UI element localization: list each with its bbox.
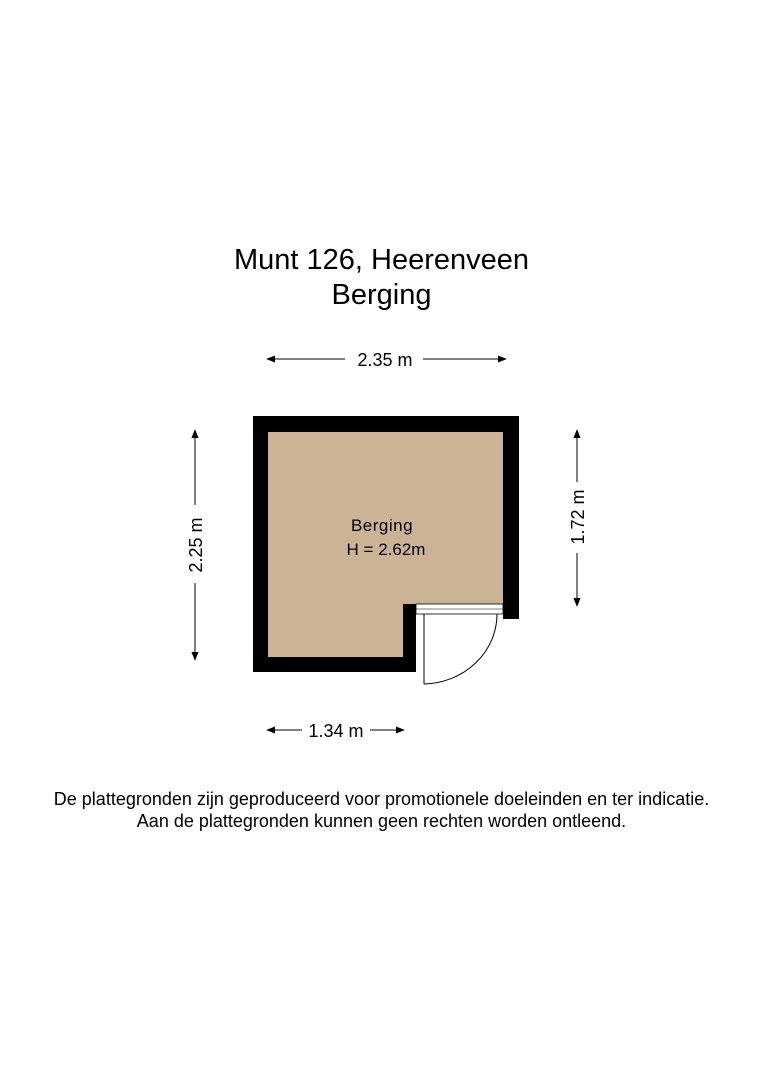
room-height-label: H = 2.62m [346, 540, 426, 559]
bottom-dimension-label: 1.34 m [308, 721, 364, 741]
top-dimension [267, 350, 506, 370]
disclaimer-line-2: Aan de plattegronden kunnen geen rechten worden ontleend. [136, 811, 627, 831]
plan-floor-title: Berging [331, 279, 432, 311]
top-dimension-label: 2.35 m [357, 350, 413, 370]
right-dimension [568, 430, 588, 606]
right-dimension-label: 1.72 m [568, 489, 588, 545]
door-swing [424, 614, 497, 684]
left-dimension-label: 2.25 m [186, 517, 206, 573]
plan-address-title: Munt 126, Heerenveen [233, 244, 530, 276]
room-name-label: Berging [350, 516, 414, 535]
disclaimer-line-1: De plattegronden zijn geproduceerd voor promotionele doeleinden en ter indicatie. [53, 789, 710, 809]
bottom-dimension [267, 721, 404, 741]
left-dimension [186, 430, 206, 660]
